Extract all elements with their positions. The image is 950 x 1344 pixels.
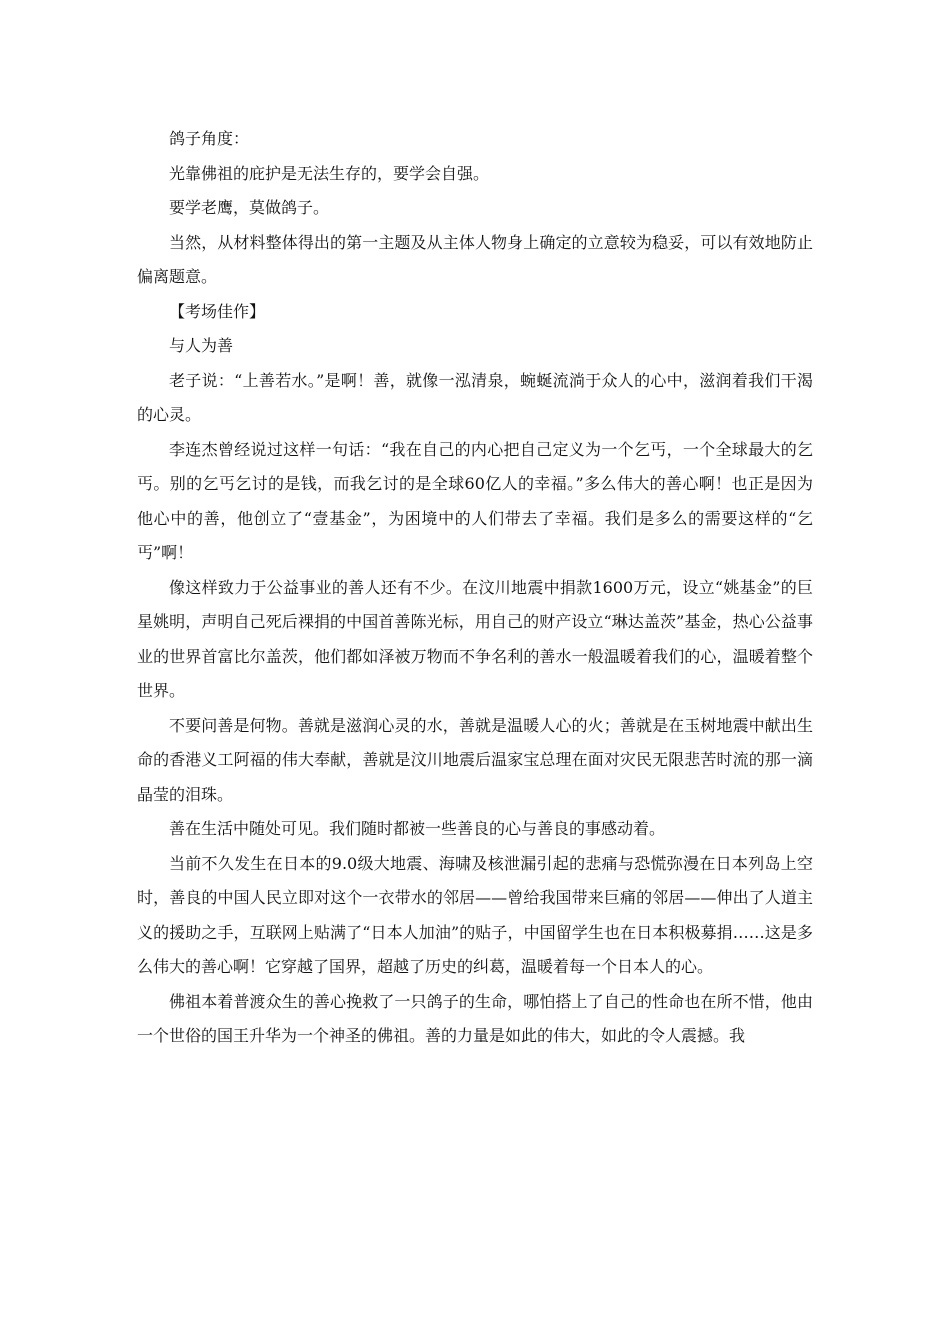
paragraph: 当然，从材料整体得出的第一主题及从主体人物身上确定的立意较为稳妥，可以有效地防止偏离题意。 [137,232,813,286]
paragraph: 不要问善是何物。善就是滋润心灵的水，善就是温暖人心的火；善就是在玉树地震中献出生命的香港义工阿福的伟大奉献，善就是汶川地震后温家宝总理在面对灾民无限悲苦时流的那一滴晶莹的泪珠。 [137,715,813,804]
paragraph: 老子说：“上善若水。”是啊！善，就像一泓清泉，蜿蜒流淌于众人的心中，滋润着我们干渴的心灵。 [137,370,813,424]
paragraph: 像这样致力于公益事业的善人还有不少。在汶川地震中捐款1600万元，设立“姚基金”的巨星姚明，声明自己死后裸捐的中国首善陈光标，用自己的财产设立“琳达盖茨”基金，热心公益事业的世界首富比尔盖茨，他们都如泽被万物而不争名利的善水一般温暖着我们的心，温暖着整个世界。 [137,577,813,700]
paragraph: 要学老鹰，莫做鸽子。 [169,198,330,217]
essay-title: 与人为善 [169,336,234,355]
paragraph-pigeon-angle: 鸽子角度： [169,129,250,148]
paragraph: 善在生活中随处可见。我们随时都被一些善良的心与善良的事感动着。 [169,819,666,838]
section-heading: 【考场佳作】 [169,301,266,321]
paragraph: 当前不久发生在日本的9.0级大地震、海啸及核泄漏引起的悲痛与恐慌弥漫在日本列岛上空时，善良的中国人民立即对这个一衣带水的邻居——曾给我国带来巨痛的邻居——伸出了人道主义的援助之手，互联网上贴满了“日本人加油”的贴子，中国留学生也在日本积极募捐……这是多么伟大的善心啊！它穿越了国界，超越了历史的纠葛，温暖着每一个日本人的心。 [137,853,813,976]
paragraph: 光靠佛祖的庇护是无法生存的，要学会自强。 [169,163,490,183]
paragraph: 佛祖本着普渡众生的善心挽救了一只鸽子的生命，哪怕搭上了自己的性命也在所不惜，他由一个世俗的国王升华为一个神圣的佛祖。善的力量是如此的伟大，如此的令人震撼。我 [137,991,813,1045]
document-body [137,122,813,1054]
paragraph: 李连杰曾经说过这样一句话：“我在自己的内心把自己定义为一个乞丐，一个全球最大的乞丐。别的乞丐乞讨的是钱，而我乞讨的是全球60亿人的幸福。”多么伟大的善心啊！也正是因为他心中的善，他创立了“壹基金”，为困境中的人们带去了幸福。我们是多么的需要这样的“乞丐”啊！ [137,439,813,562]
